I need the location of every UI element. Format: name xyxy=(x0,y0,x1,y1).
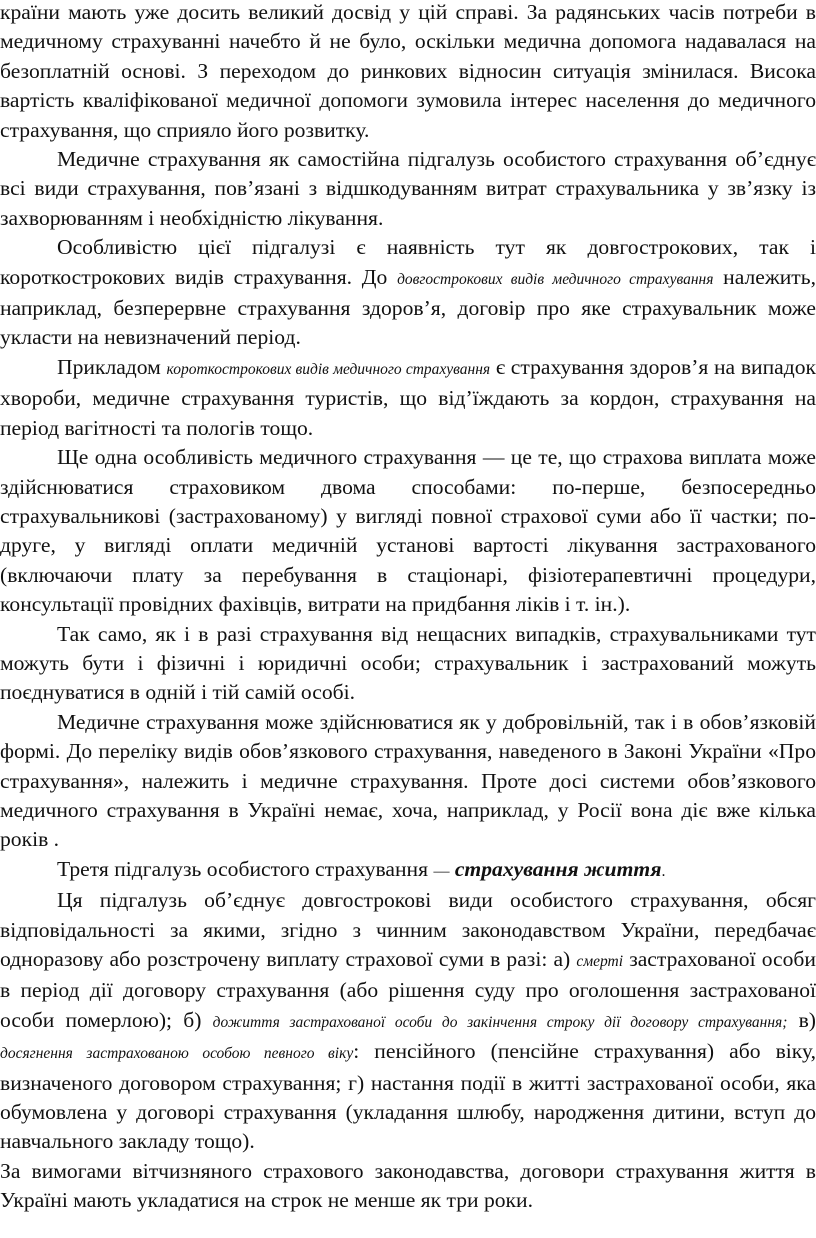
paragraph-8-bold-italic: страхування життя xyxy=(454,856,662,881)
paragraph-1: країни мають уже досить великий досвід у цій справі. За радянських часів потреби в медичному страхуванні начебто й не було, оскільки медична допомога надавалася на безоплатній основі. З переходом до ринкових відносин ситуація змінилася. Висока вартість кваліфікованої медичної допомоги зумовила інтерес населення до медичного страхування, що сприяло його розвитку. xyxy=(0,0,816,142)
paragraph-10: За вимогами вітчизняного страхового законодавства, договори страхування життя в Україні мають укладатися на строк не менше як три роки. xyxy=(0,1158,816,1213)
paragraph-4 xyxy=(0,353,816,443)
paragraph-8 xyxy=(0,855,816,886)
paragraph-8-text-a: Третя підгалузь особистого страхування xyxy=(57,856,434,881)
paragraph-8-dash: — xyxy=(433,862,450,880)
paragraph-8-dot: . xyxy=(661,862,666,880)
paragraph-5: Ще одна особливість медичного страхування — це те, що страхова виплата може здійснюватися страховиком двома способами: по-перше, безпосередньо страхувальникові (застрахованому) у вигляді повної страхової суми або її частки; по-друге, у вигляді оплати медичній установі вартості лікування застрахованого (включаючи плату за перебування в стаціонарі, фізіотерапевтичні процедури, консультації провідних фахівців, витрати на придбання ліків і т. ін.). xyxy=(0,445,816,617)
paragraph-9-italic-1: смерті xyxy=(576,953,624,970)
paragraph-9-text-c: в) xyxy=(787,1007,816,1032)
paragraph-4-text-b: є страхування здоров’я на випадок хвороби, медичне страхування туристів, що від’їждають за кордон, страхування на період вагітності та пологів тощо. xyxy=(0,354,816,440)
paragraph-2: Медичне страхування як самостійна підгалузь особистого страхування об’єднує всі види страхування, пов’язані з відшкодуванням витрат страхувальника у зв’язку із захворюванням і необхідністю лікування. xyxy=(0,147,816,230)
paragraph-9-text-a: Ця підгалузь об’єднує довгострокові види особистого страхування, обсяг відповідальності за якими, згідно з чинним законодавством України, передбачає одноразову або розстрочену виплату страхової суми в разі: а) xyxy=(0,888,816,971)
paragraph-9-italic-2: дожиття застрахованої особи до закінчення строку дії договору страхування; xyxy=(212,1013,788,1031)
paragraph-3-text-a: Особливістю цієї підгалузі є наявність тут як довгострокових, так і короткострокових видів страхування. До xyxy=(0,235,816,289)
paragraph-9-text-d: : пенсійного (пенсійне страхування) або віку, визначеного договором страхування; г) настання події в житті застрахованої особи, яка обумовлена у договорі страхування (укладання шлюбу, народження дитини, вступ до навчального закладу тощо). xyxy=(0,1039,816,1154)
paragraph-4-text-a: Прикладом xyxy=(57,354,167,379)
paragraph-3-text-b: належить, наприклад, безперервне страхування здоров’я, договір про яке страхувальник може укласти на невизначений період. xyxy=(0,264,816,350)
paragraph-6: Так само, як і в разі страхування від нещасних випадків, страхувальниками тут можуть бути і фізичні і юридичні особи; страхувальник і застрахований можуть поєднуватися в одній і тій самій особі. xyxy=(0,621,816,705)
paragraph-3 xyxy=(0,233,816,353)
paragraph-9-text-b: застрахованої особи в період дії договору страхування (або рішення суду про оголошення застрахованої особи померлою); б) xyxy=(0,947,816,1032)
paragraph-9-italic-3: досягнення застрахованою особою певного віку xyxy=(0,1045,354,1063)
paragraph-3-italic: довгострокових видів медичного страхування xyxy=(397,270,714,288)
paragraph-4-italic: короткострокових видів медичного страхування xyxy=(166,360,491,378)
paragraph-9 xyxy=(0,886,816,1157)
paragraph-7: Медичне страхування може здійснюватися як у добровільній, так і в обов’язковій формі. До переліку видів обов’язкового страхування, наведеного в Законі України «Про страхування», належить і медичне страхування. Проте досі системи обов’язкового медичного страхування в Україні немає, хоча, наприклад, у Росії вона діє вже кілька років . xyxy=(0,709,816,852)
